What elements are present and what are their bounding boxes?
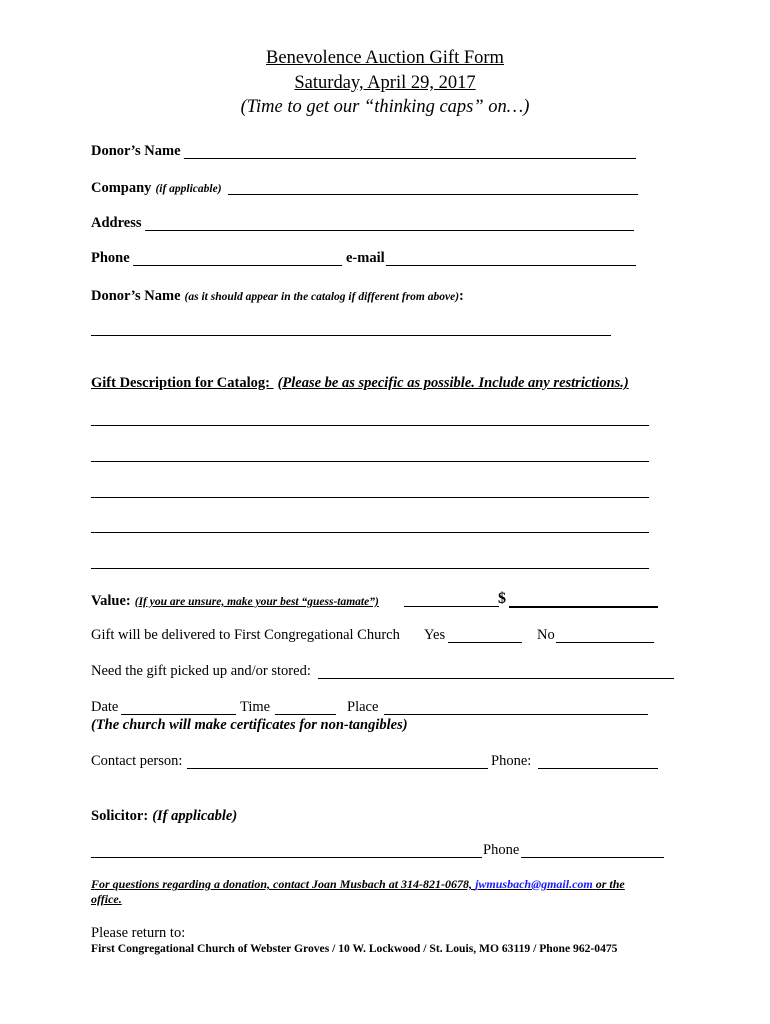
delivery-yes-field[interactable] [448, 642, 522, 643]
certificates-note: (The church will make certificates for non-tangibles) [91, 717, 408, 733]
gift-description-note: (Please be as specific as possible. Include any restrictions.) [277, 375, 629, 391]
pickup-label: Need the gift picked up and/or stored: [91, 663, 311, 679]
questions-line [91, 877, 625, 892]
gift-description-line-4[interactable] [91, 532, 649, 533]
value-label: Value: [91, 593, 131, 609]
company-note: (if applicable) [155, 183, 222, 195]
catalog-name-label: Donor’s Name [91, 288, 181, 304]
contact-phone-field[interactable] [538, 768, 658, 769]
company-label: Company [91, 180, 152, 196]
catalog-name-field[interactable] [91, 335, 611, 336]
value-note: (If you are unsure, make your best “guess-tamate”) [134, 596, 379, 608]
form-title: Benevolence Auction Gift Form [266, 48, 504, 68]
questions-text: For questions regarding a donation, contact Joan Musbach at 314-821-0678, [91, 877, 473, 891]
gift-description-line-5[interactable] [91, 568, 649, 569]
pickup-field[interactable] [318, 678, 674, 679]
solicitor-label-group [91, 807, 237, 825]
gift-description-line-3[interactable] [91, 497, 649, 498]
time-field[interactable] [275, 714, 336, 715]
gift-description-line-1[interactable] [91, 425, 649, 426]
return-address: First Congregational Church of Webster Groves / 10 W. Lockwood / St. Louis, MO 63119 / Phone 962-0475 [91, 942, 618, 955]
value-field[interactable] [509, 606, 658, 608]
catalog-name-note: (as it should appear in the catalog if different from above) [184, 291, 460, 303]
phone-field[interactable] [133, 265, 342, 266]
delivery-no-field[interactable] [556, 642, 654, 643]
contact-person-label: Contact person: [91, 753, 183, 769]
return-label: Please return to: [91, 925, 186, 941]
dollar-sign: $ [498, 590, 506, 607]
contact-phone-label: Phone: [491, 753, 532, 769]
donor-name-field[interactable] [184, 158, 636, 159]
solicitor-phone-label: Phone [483, 842, 520, 858]
office-text: office. [91, 892, 122, 906]
date-field[interactable] [121, 714, 236, 715]
solicitor-phone-field[interactable] [521, 857, 664, 858]
value-spacer-line [404, 606, 499, 607]
value-label-group [91, 592, 379, 610]
gift-description-heading-group [91, 375, 629, 392]
gift-description-line-2[interactable] [91, 461, 649, 462]
place-label: Place [347, 699, 379, 715]
time-label: Time [240, 699, 271, 715]
email-label: e-mail [346, 250, 385, 266]
or-the-text: or the [595, 877, 625, 891]
delivery-label: Gift will be delivered to First Congregational Church [91, 627, 400, 643]
place-field[interactable] [384, 714, 648, 715]
address-field[interactable] [145, 230, 634, 231]
delivery-no-label: No [537, 627, 555, 643]
company-field[interactable] [228, 194, 638, 195]
solicitor-label: Solicitor: [91, 808, 149, 824]
delivery-yes-label: Yes [424, 627, 446, 643]
event-date: Saturday, April 29, 2017 [294, 73, 476, 93]
contact-email-link[interactable]: jwmusbach@gmail.com [475, 877, 593, 891]
solicitor-field[interactable] [91, 857, 482, 858]
catalog-name-colon: : [459, 288, 464, 304]
donor-name-label: Donor’s Name [91, 143, 181, 159]
solicitor-note: (If applicable) [152, 808, 238, 824]
address-label: Address [91, 215, 142, 231]
email-field[interactable] [386, 265, 636, 266]
date-label: Date [91, 699, 119, 715]
gift-description-heading: Gift Description for Catalog: [91, 375, 270, 391]
contact-person-field[interactable] [187, 768, 488, 769]
catalog-name-label-group [91, 287, 464, 305]
tagline: (Time to get our “thinking caps” on…) [240, 97, 530, 117]
phone-label: Phone [91, 250, 130, 266]
company-label-group [91, 179, 222, 197]
